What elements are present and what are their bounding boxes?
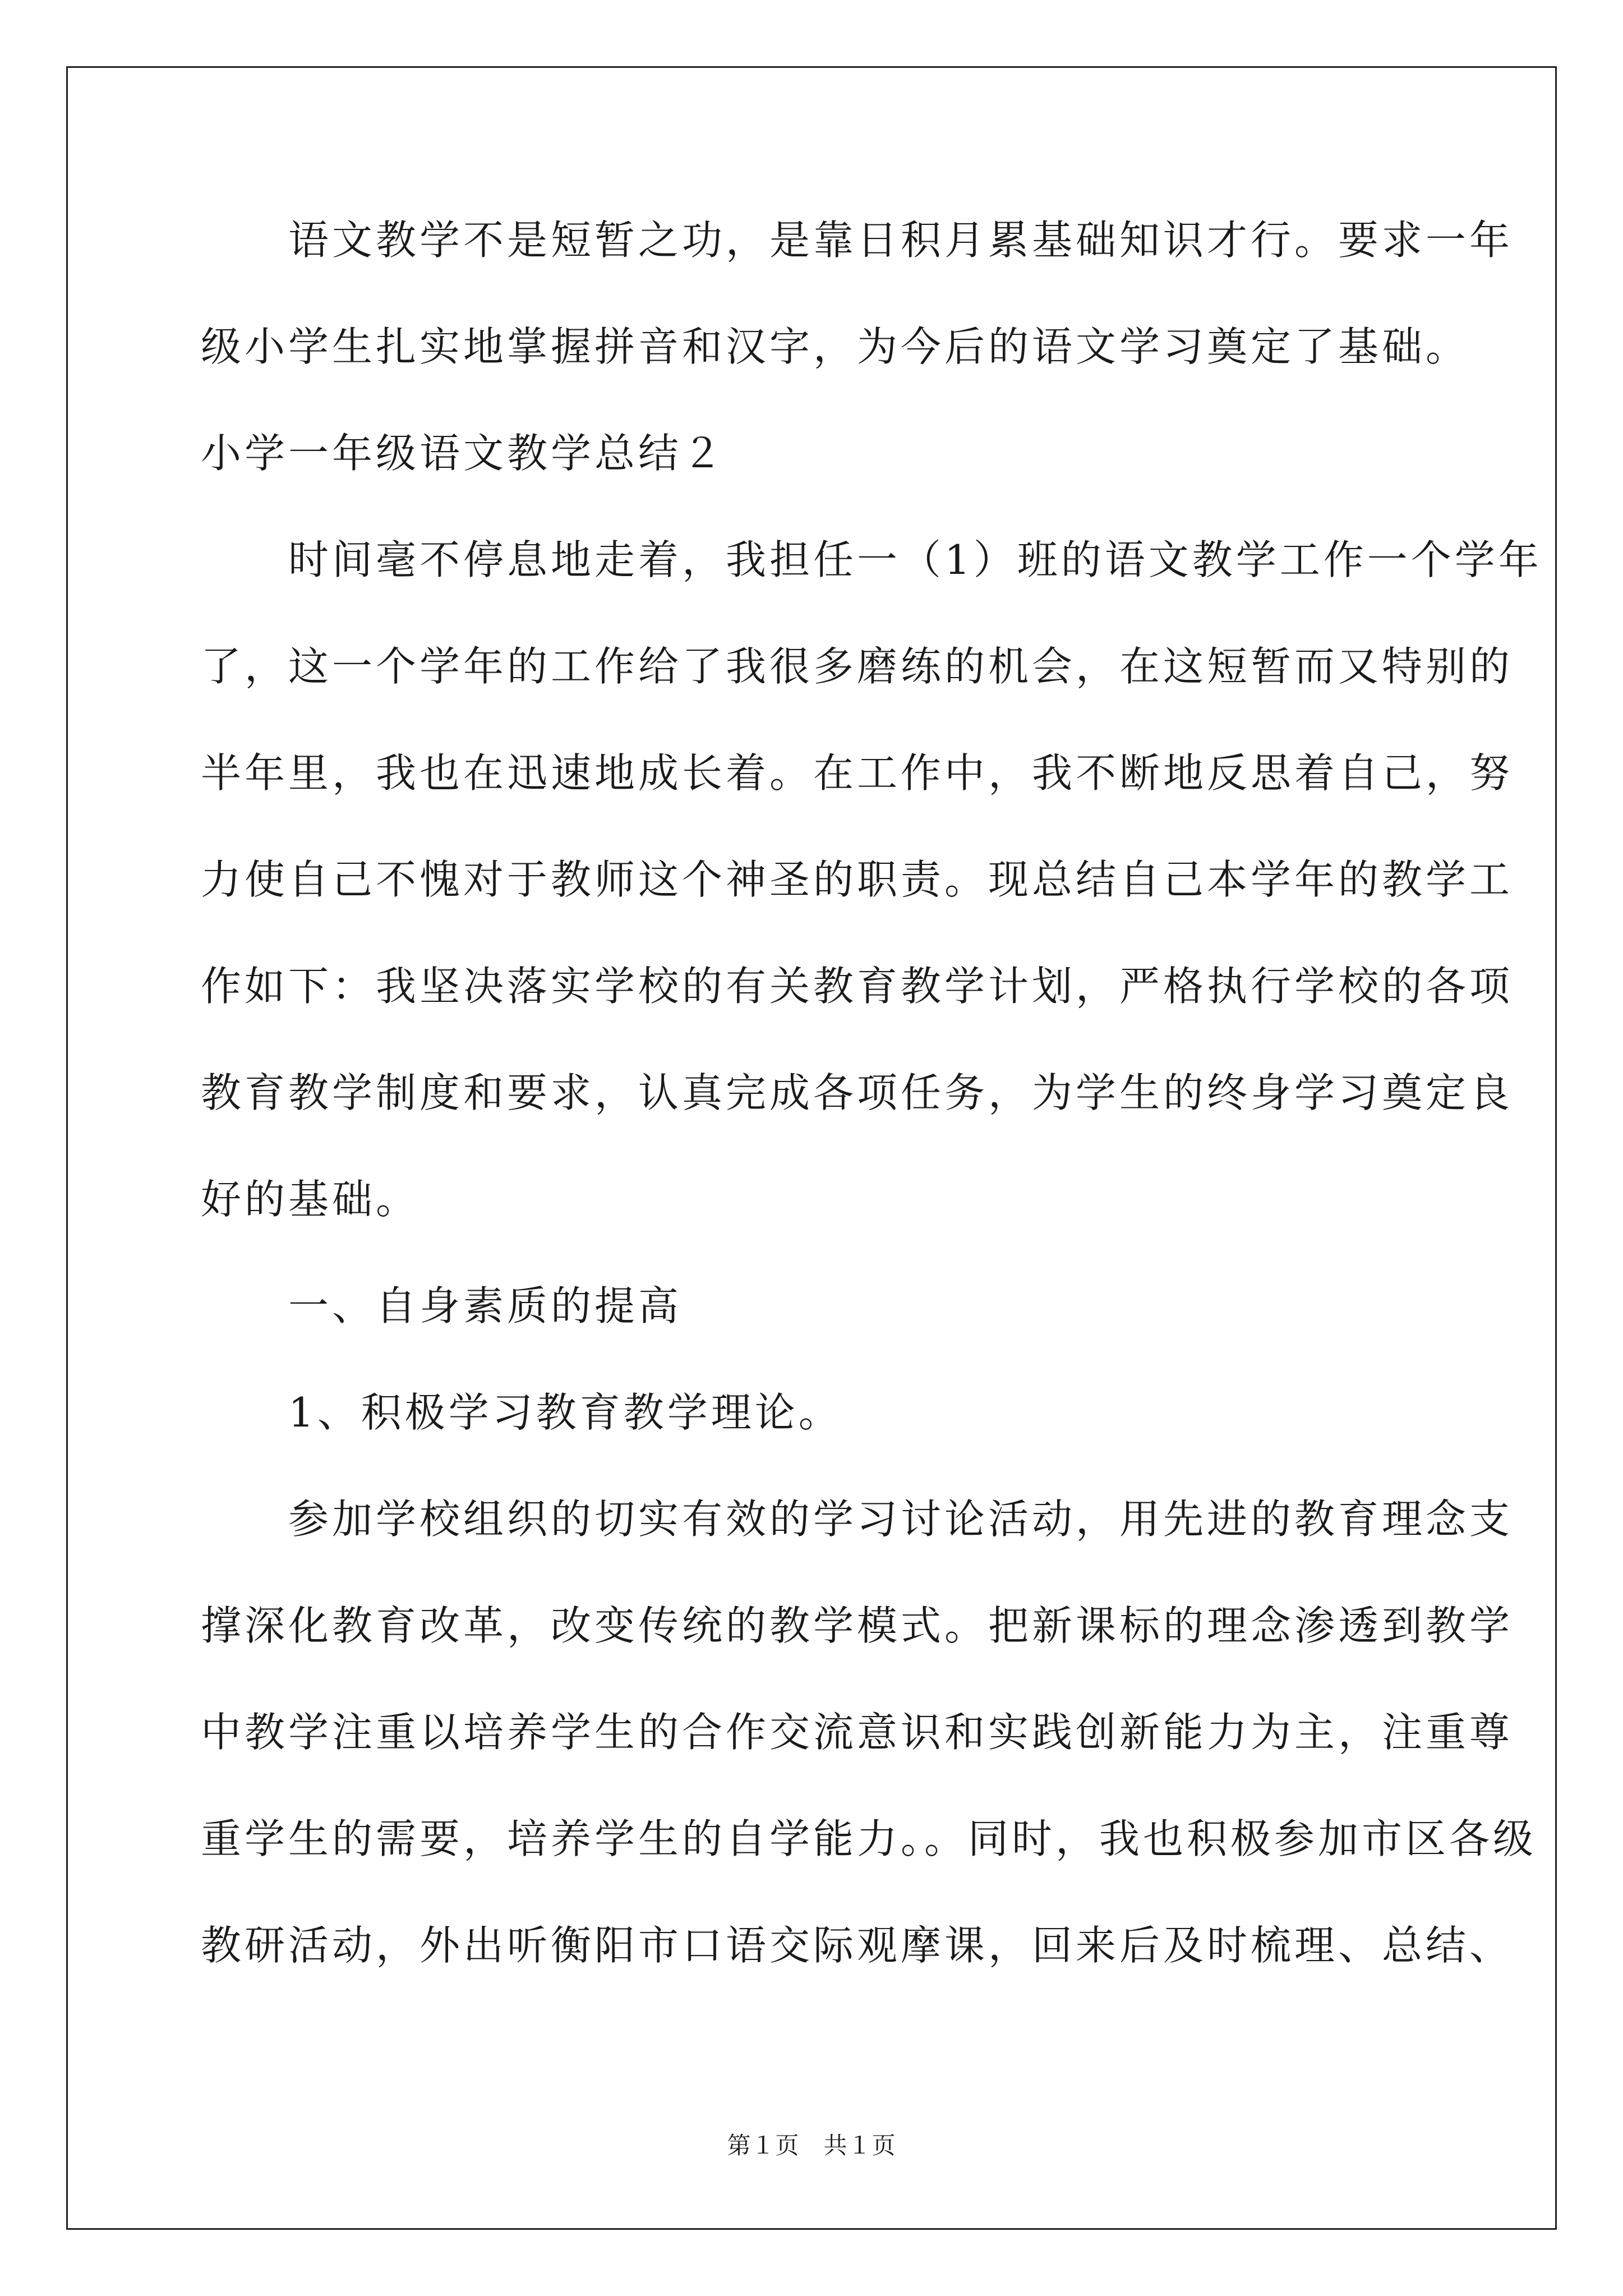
text-line: 参加学校组织的切实有效的学习讨论活动，用先进的教育理念支 <box>201 1496 1514 1543</box>
subheading: 1、积极学习教育教学理论。 <box>201 1389 842 1436</box>
text-line: 好的基础。 <box>201 1176 420 1223</box>
subheading: 一、自身素质的提高 <box>201 1282 683 1329</box>
text-line: 教育教学制度和要求，认真完成各项任务，为学生的终身学习奠定良 <box>201 1069 1514 1116</box>
text-line: 作如下：我坚决落实学校的有关教育教学计划，严格执行学校的各项 <box>201 963 1514 1010</box>
text-line: 重学生的需要，培养学生的自学能力。。同时，我也积极参加市区各级 <box>201 1815 1537 1862</box>
text-line: 半年里，我也在迅速地成长着。在工作中，我不断地反思着自己，努 <box>201 749 1514 797</box>
page-number: 第１页 共１页 <box>727 2132 896 2159</box>
text-line: 教研活动，外出听衡阳市口语交际观摩课，回来后及时梳理、总结、 <box>201 1922 1514 1969</box>
text-line: 时间毫不停息地走着，我担任一（1）班的语文教学工作一个学年 <box>201 536 1542 583</box>
section-heading: 小学一年级语文教学总结２ <box>201 430 726 477</box>
text-line: 力使自己不愧对于教师这个神圣的职责。现总结自己本学年的教学工 <box>201 856 1514 903</box>
text-line: 撑深化教育改革，改变传统的教学模式。把新课标的理念渗透到教学 <box>201 1602 1514 1649</box>
text-line: 中教学注重以培养学生的合作交流意识和实践创新能力为主，注重尊 <box>201 1709 1514 1756</box>
text-line: 级小学生扎实地掌握拼音和汉字，为今后的语文学习奠定了基础。 <box>201 323 1470 370</box>
page-border <box>66 66 1557 2230</box>
text-line: 语文教学不是短暂之功，是靠日积月累基础知识才行。要求一年 <box>201 217 1514 264</box>
text-line: 了，这一个学年的工作给了我很多磨练的机会，在这短暂而又特别的 <box>201 643 1514 690</box>
